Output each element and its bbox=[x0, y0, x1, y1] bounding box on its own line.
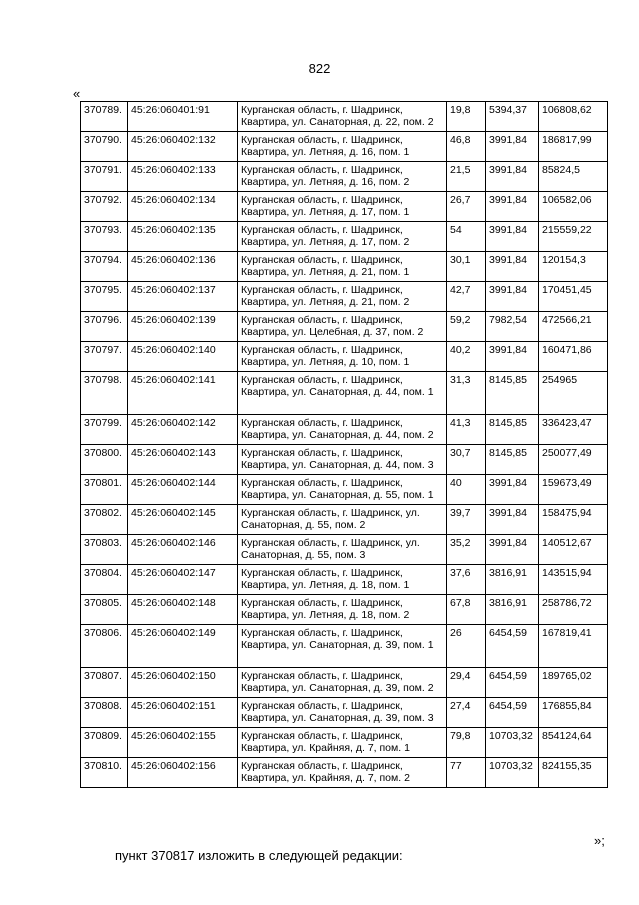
row-number-cell: 370797. bbox=[81, 342, 128, 372]
row-number-cell: 370793. bbox=[81, 222, 128, 252]
unit-price-cell: 6454,59 bbox=[486, 668, 539, 698]
cadastral-number-cell: 45:26:060402:140 bbox=[128, 342, 238, 372]
area-cell: 67,8 bbox=[447, 595, 486, 625]
table-row bbox=[81, 625, 608, 668]
table-row bbox=[81, 372, 608, 415]
cadastral-cost-cell: 160471,86 bbox=[539, 342, 608, 372]
unit-price-cell: 3991,84 bbox=[486, 132, 539, 162]
area-cell: 35,2 bbox=[447, 535, 486, 565]
table-row bbox=[81, 535, 608, 565]
row-number-cell: 370806. bbox=[81, 625, 128, 668]
unit-price-cell: 3991,84 bbox=[486, 505, 539, 535]
unit-price-cell: 3991,84 bbox=[486, 475, 539, 505]
cadastral-number-cell: 45:26:060402:144 bbox=[128, 475, 238, 505]
row-number-cell: 370805. bbox=[81, 595, 128, 625]
row-number-cell: 370803. bbox=[81, 535, 128, 565]
instruction-text: пункт 370817 изложить в следующей редакции: bbox=[115, 848, 403, 863]
unit-price-cell: 10703,32 bbox=[486, 758, 539, 788]
unit-price-cell: 3991,84 bbox=[486, 535, 539, 565]
cadastral-number-cell: 45:26:060402:135 bbox=[128, 222, 238, 252]
table-row bbox=[81, 668, 608, 698]
cadastral-number-cell: 45:26:060402:142 bbox=[128, 415, 238, 445]
table-row bbox=[81, 475, 608, 505]
row-number-cell: 370808. bbox=[81, 698, 128, 728]
table-row bbox=[81, 342, 608, 372]
cadastral-cost-cell: 824155,35 bbox=[539, 758, 608, 788]
unit-price-cell: 3816,91 bbox=[486, 565, 539, 595]
area-cell: 42,7 bbox=[447, 282, 486, 312]
table-row bbox=[81, 132, 608, 162]
table-row bbox=[81, 565, 608, 595]
unit-price-cell: 3991,84 bbox=[486, 252, 539, 282]
unit-price-cell: 7982,54 bbox=[486, 312, 539, 342]
address-cell: Курганская область, г. Шадринск, Квартира, ул. Санаторная, д. 39, пом. 2 bbox=[238, 668, 447, 698]
area-cell: 21,5 bbox=[447, 162, 486, 192]
area-cell: 26,7 bbox=[447, 192, 486, 222]
row-number-cell: 370809. bbox=[81, 728, 128, 758]
table-row bbox=[81, 192, 608, 222]
cadastral-number-cell: 45:26:060402:134 bbox=[128, 192, 238, 222]
address-cell: Курганская область, г. Шадринск, Квартира, ул. Санаторная, д. 55, пом. 1 bbox=[238, 475, 447, 505]
table-row bbox=[81, 102, 608, 132]
row-number-cell: 370790. bbox=[81, 132, 128, 162]
unit-price-cell: 8145,85 bbox=[486, 445, 539, 475]
row-number-cell: 370798. bbox=[81, 372, 128, 415]
address-cell: Курганская область, г. Шадринск, Квартира, ул. Санаторная, д. 39, пом. 3 bbox=[238, 698, 447, 728]
table-row bbox=[81, 505, 608, 535]
page-number: 822 bbox=[308, 61, 331, 76]
unit-price-cell: 5394,37 bbox=[486, 102, 539, 132]
row-number-cell: 370791. bbox=[81, 162, 128, 192]
area-cell: 29,4 bbox=[447, 668, 486, 698]
row-number-cell: 370810. bbox=[81, 758, 128, 788]
unit-price-cell: 3991,84 bbox=[486, 162, 539, 192]
cadastral-cost-cell: 120154,3 bbox=[539, 252, 608, 282]
cadastral-number-cell: 45:26:060402:156 bbox=[128, 758, 238, 788]
cadastral-cost-cell: 189765,02 bbox=[539, 668, 608, 698]
area-cell: 59,2 bbox=[447, 312, 486, 342]
cadastral-number-cell: 45:26:060402:133 bbox=[128, 162, 238, 192]
table-row bbox=[81, 162, 608, 192]
row-number-cell: 370789. bbox=[81, 102, 128, 132]
cadastral-cost-cell: 85824,5 bbox=[539, 162, 608, 192]
cadastral-number-cell: 45:26:060402:143 bbox=[128, 445, 238, 475]
address-cell: Курганская область, г. Шадринск, Квартира, ул. Санаторная, д. 39, пом. 1 bbox=[238, 625, 447, 668]
cadastral-cost-cell: 140512,67 bbox=[539, 535, 608, 565]
address-cell: Курганская область, г. Шадринск, Квартира, ул. Летняя, д. 18, пом. 2 bbox=[238, 595, 447, 625]
area-cell: 40,2 bbox=[447, 342, 486, 372]
cadastral-cost-cell: 472566,21 bbox=[539, 312, 608, 342]
row-number-cell: 370796. bbox=[81, 312, 128, 342]
cadastral-number-cell: 45:26:060402:145 bbox=[128, 505, 238, 535]
cadastral-number-cell: 45:26:060402:132 bbox=[128, 132, 238, 162]
address-cell: Курганская область, г. Шадринск, ул. Санаторная, д. 55, пом. 3 bbox=[238, 535, 447, 565]
cadastral-cost-cell: 336423,47 bbox=[539, 415, 608, 445]
address-cell: Курганская область, г. Шадринск, Квартира, ул. Летняя, д. 21, пом. 1 bbox=[238, 252, 447, 282]
address-cell: Курганская область, г. Шадринск, Квартира, ул. Санаторная, д. 44, пом. 2 bbox=[238, 415, 447, 445]
area-cell: 30,7 bbox=[447, 445, 486, 475]
cadastral-cost-cell: 186817,99 bbox=[539, 132, 608, 162]
table-row bbox=[81, 222, 608, 252]
property-table bbox=[80, 101, 608, 788]
table-row bbox=[81, 698, 608, 728]
address-cell: Курганская область, г. Шадринск, Квартира, ул. Летняя, д. 16, пом. 1 bbox=[238, 132, 447, 162]
area-cell: 41,3 bbox=[447, 415, 486, 445]
address-cell: Курганская область, г. Шадринск, Квартира, ул. Летняя, д. 18, пом. 1 bbox=[238, 565, 447, 595]
cadastral-cost-cell: 258786,72 bbox=[539, 595, 608, 625]
cadastral-number-cell: 45:26:060402:136 bbox=[128, 252, 238, 282]
cadastral-cost-cell: 170451,45 bbox=[539, 282, 608, 312]
address-cell: Курганская область, г. Шадринск, ул. Санаторная, д. 55, пом. 2 bbox=[238, 505, 447, 535]
cadastral-number-cell: 45:26:060402:150 bbox=[128, 668, 238, 698]
unit-price-cell: 8145,85 bbox=[486, 372, 539, 415]
table-row bbox=[81, 252, 608, 282]
address-cell: Курганская область, г. Шадринск, Квартира, ул. Целебная, д. 37, пом. 2 bbox=[238, 312, 447, 342]
unit-price-cell: 3991,84 bbox=[486, 192, 539, 222]
row-number-cell: 370802. bbox=[81, 505, 128, 535]
table-row bbox=[81, 282, 608, 312]
area-cell: 40 bbox=[447, 475, 486, 505]
table-row bbox=[81, 758, 608, 788]
table-row bbox=[81, 415, 608, 445]
cadastral-cost-cell: 250077,49 bbox=[539, 445, 608, 475]
row-number-cell: 370799. bbox=[81, 415, 128, 445]
cadastral-number-cell: 45:26:060402:147 bbox=[128, 565, 238, 595]
area-cell: 77 bbox=[447, 758, 486, 788]
row-number-cell: 370795. bbox=[81, 282, 128, 312]
cadastral-cost-cell: 167819,41 bbox=[539, 625, 608, 668]
area-cell: 30,1 bbox=[447, 252, 486, 282]
unit-price-cell: 3991,84 bbox=[486, 282, 539, 312]
cadastral-number-cell: 45:26:060402:155 bbox=[128, 728, 238, 758]
address-cell: Курганская область, г. Шадринск, Квартира, ул. Санаторная, д. 44, пом. 1 bbox=[238, 372, 447, 415]
cadastral-cost-cell: 215559,22 bbox=[539, 222, 608, 252]
cadastral-number-cell: 45:26:060402:146 bbox=[128, 535, 238, 565]
area-cell: 37,6 bbox=[447, 565, 486, 595]
address-cell: Курганская область, г. Шадринск, Квартира, ул. Летняя, д. 17, пом. 1 bbox=[238, 192, 447, 222]
address-cell: Курганская область, г. Шадринск, Квартира, ул. Летняя, д. 17, пом. 2 bbox=[238, 222, 447, 252]
table-row bbox=[81, 445, 608, 475]
address-cell: Курганская область, г. Шадринск, Квартира, ул. Санаторная, д. 44, пом. 3 bbox=[238, 445, 447, 475]
address-cell: Курганская область, г. Шадринск, Квартира, ул. Крайняя, д. 7, пом. 2 bbox=[238, 758, 447, 788]
property-table-body bbox=[81, 102, 608, 788]
cadastral-cost-cell: 158475,94 bbox=[539, 505, 608, 535]
cadastral-number-cell: 45:26:060401:91 bbox=[128, 102, 238, 132]
area-cell: 54 bbox=[447, 222, 486, 252]
cadastral-number-cell: 45:26:060402:151 bbox=[128, 698, 238, 728]
row-number-cell: 370792. bbox=[81, 192, 128, 222]
area-cell: 79,8 bbox=[447, 728, 486, 758]
cadastral-cost-cell: 854124,64 bbox=[539, 728, 608, 758]
close-quote: »; bbox=[594, 833, 605, 848]
area-cell: 31,3 bbox=[447, 372, 486, 415]
table-row bbox=[81, 595, 608, 625]
cadastral-number-cell: 45:26:060402:148 bbox=[128, 595, 238, 625]
cadastral-cost-cell: 106582,06 bbox=[539, 192, 608, 222]
address-cell: Курганская область, г. Шадринск, Квартира, ул. Санаторная, д. 22, пом. 2 bbox=[238, 102, 447, 132]
cadastral-cost-cell: 159673,49 bbox=[539, 475, 608, 505]
open-quote: « bbox=[73, 86, 81, 101]
table-row bbox=[81, 312, 608, 342]
area-cell: 26 bbox=[447, 625, 486, 668]
area-cell: 19,8 bbox=[447, 102, 486, 132]
address-cell: Курганская область, г. Шадринск, Квартира, ул. Летняя, д. 16, пом. 2 bbox=[238, 162, 447, 192]
cadastral-cost-cell: 176855,84 bbox=[539, 698, 608, 728]
cadastral-number-cell: 45:26:060402:137 bbox=[128, 282, 238, 312]
unit-price-cell: 3991,84 bbox=[486, 342, 539, 372]
unit-price-cell: 3816,91 bbox=[486, 595, 539, 625]
address-cell: Курганская область, г. Шадринск, Квартира, ул. Крайняя, д. 7, пом. 1 bbox=[238, 728, 447, 758]
unit-price-cell: 3991,84 bbox=[486, 222, 539, 252]
area-cell: 46,8 bbox=[447, 132, 486, 162]
area-cell: 27,4 bbox=[447, 698, 486, 728]
row-number-cell: 370801. bbox=[81, 475, 128, 505]
cadastral-cost-cell: 143515,94 bbox=[539, 565, 608, 595]
cadastral-number-cell: 45:26:060402:149 bbox=[128, 625, 238, 668]
row-number-cell: 370804. bbox=[81, 565, 128, 595]
unit-price-cell: 6454,59 bbox=[486, 698, 539, 728]
row-number-cell: 370800. bbox=[81, 445, 128, 475]
unit-price-cell: 10703,32 bbox=[486, 728, 539, 758]
cadastral-number-cell: 45:26:060402:141 bbox=[128, 372, 238, 415]
cadastral-number-cell: 45:26:060402:139 bbox=[128, 312, 238, 342]
table-row bbox=[81, 728, 608, 758]
row-number-cell: 370794. bbox=[81, 252, 128, 282]
unit-price-cell: 6454,59 bbox=[486, 625, 539, 668]
address-cell: Курганская область, г. Шадринск, Квартира, ул. Летняя, д. 10, пом. 1 bbox=[238, 342, 447, 372]
cadastral-cost-cell: 106808,62 bbox=[539, 102, 608, 132]
cadastral-cost-cell: 254965 bbox=[539, 372, 608, 415]
unit-price-cell: 8145,85 bbox=[486, 415, 539, 445]
row-number-cell: 370807. bbox=[81, 668, 128, 698]
address-cell: Курганская область, г. Шадринск, Квартира, ул. Летняя, д. 21, пом. 2 bbox=[238, 282, 447, 312]
area-cell: 39,7 bbox=[447, 505, 486, 535]
